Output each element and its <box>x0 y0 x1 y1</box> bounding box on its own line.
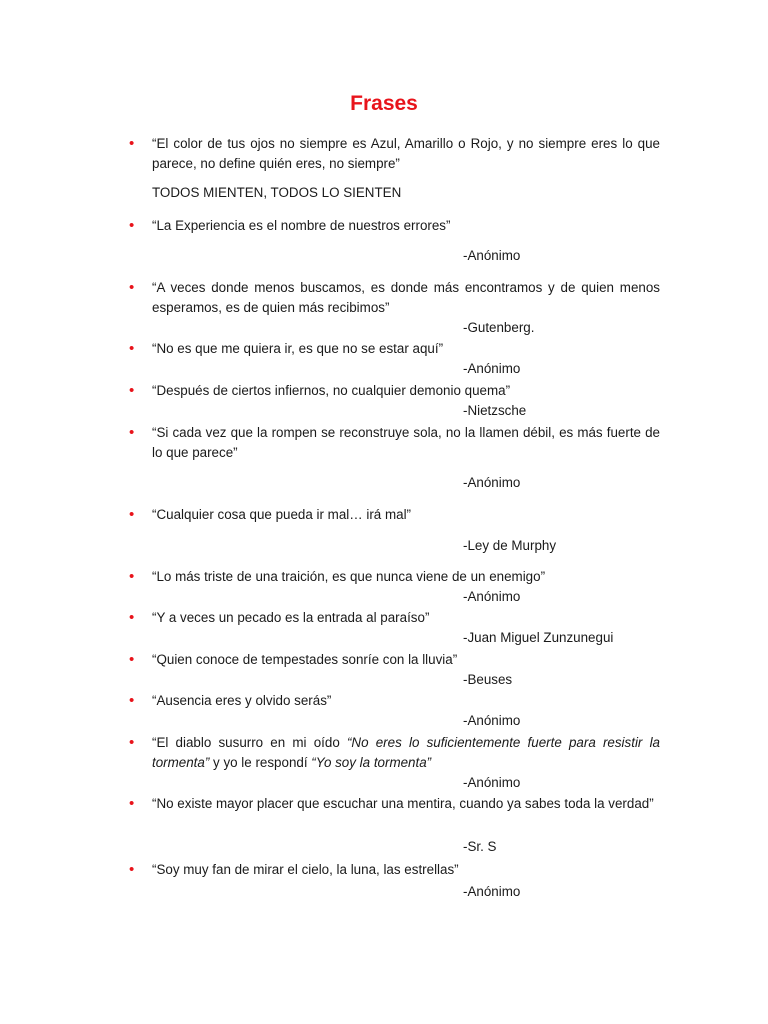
quote-item <box>129 691 660 711</box>
quote-author: -Sr. S <box>463 839 497 854</box>
quote-author: -Anónimo <box>463 589 521 604</box>
bullet-icon: • <box>129 795 135 812</box>
quote-author: -Anónimo <box>463 775 521 790</box>
quote-text: “Si cada vez que la rompen se reconstruye sola, no la llamen débil, es más fuerte de lo que parece” <box>152 425 660 460</box>
quote-item <box>129 423 660 463</box>
quote-note: TODOS MIENTEN, TODOS LO SIENTEN <box>152 185 402 200</box>
quote-text: “Y a veces un pecado es la entrada al paraíso” <box>152 610 430 625</box>
bullet-icon: • <box>129 279 135 296</box>
quote-item <box>129 339 660 359</box>
quote-italic-text: “Yo soy la tormenta” <box>311 755 432 770</box>
quote-item <box>129 733 660 773</box>
quote-item <box>129 505 660 525</box>
bullet-icon: • <box>129 424 135 441</box>
quote-item <box>129 794 660 814</box>
quote-text: “La Experiencia es el nombre de nuestros errores” <box>152 218 451 233</box>
quote-author: -Anónimo <box>463 475 521 490</box>
quote-text: “El diablo susurro en mi oído <box>152 735 347 750</box>
bullet-icon: • <box>129 734 135 751</box>
quote-item <box>129 134 660 174</box>
bullet-icon: • <box>129 217 135 234</box>
quote-text: “Quien conoce de tempestades sonríe con la lluvia” <box>152 652 458 667</box>
quote-item <box>129 381 660 401</box>
bullet-icon: • <box>129 692 135 709</box>
quote-text: “No existe mayor placer que escuchar una mentira, cuando ya sabes toda la verdad” <box>152 796 654 811</box>
bullet-icon: • <box>129 135 135 152</box>
quote-item <box>129 860 660 880</box>
quote-author: -Beuses <box>463 672 513 687</box>
quote-author: -Juan Miguel Zunzunegui <box>463 630 614 645</box>
quote-text: “Soy muy fan de mirar el cielo, la luna, las estrellas” <box>152 862 459 877</box>
bullet-icon: • <box>129 568 135 585</box>
quote-author: -Ley de Murphy <box>463 538 557 553</box>
bullet-icon: • <box>129 340 135 357</box>
quote-author: -Anónimo <box>463 248 521 263</box>
bullet-icon: • <box>129 861 135 878</box>
quote-item <box>129 608 660 628</box>
quote-text: “Lo más triste de una traición, es que nunca viene de un enemigo” <box>152 569 546 584</box>
quote-italic-text: “No eres lo suficientemente fuerte para resistir la tormenta” <box>152 735 660 770</box>
quote-text: “Ausencia eres y olvido serás” <box>152 693 332 708</box>
quote-text: “El color de tus ojos no siempre es Azul, Amarillo o Rojo, y no siempre eres lo que parece, no define quién eres, no siempre” <box>152 136 660 171</box>
bullet-icon: • <box>129 609 135 626</box>
quote-author: -Anónimo <box>463 884 521 899</box>
quote-item <box>129 650 660 670</box>
quote-text: “Cualquier cosa que pueda ir mal… irá mal” <box>152 507 411 522</box>
quote-text: “Después de ciertos infiernos, no cualquier demonio quema” <box>152 383 511 398</box>
quote-item <box>129 278 660 318</box>
quote-text: “No es que me quiera ir, es que no se estar aquí” <box>152 341 444 356</box>
quote-author: -Gutenberg. <box>463 320 535 335</box>
quote-item <box>129 216 660 236</box>
bullet-icon: • <box>129 382 135 399</box>
quote-item <box>129 567 660 587</box>
quote-author: -Nietzsche <box>463 403 527 418</box>
page-title: Frases <box>350 92 418 115</box>
bullet-icon: • <box>129 506 135 523</box>
quote-author: -Anónimo <box>463 361 521 376</box>
bullet-icon: • <box>129 651 135 668</box>
quote-text: y yo le respondí <box>209 755 312 770</box>
quote-author: -Anónimo <box>463 713 521 728</box>
quote-text: “A veces donde menos buscamos, es donde más encontramos y de quien menos esperamos, es de quien más recibimos” <box>152 280 660 315</box>
